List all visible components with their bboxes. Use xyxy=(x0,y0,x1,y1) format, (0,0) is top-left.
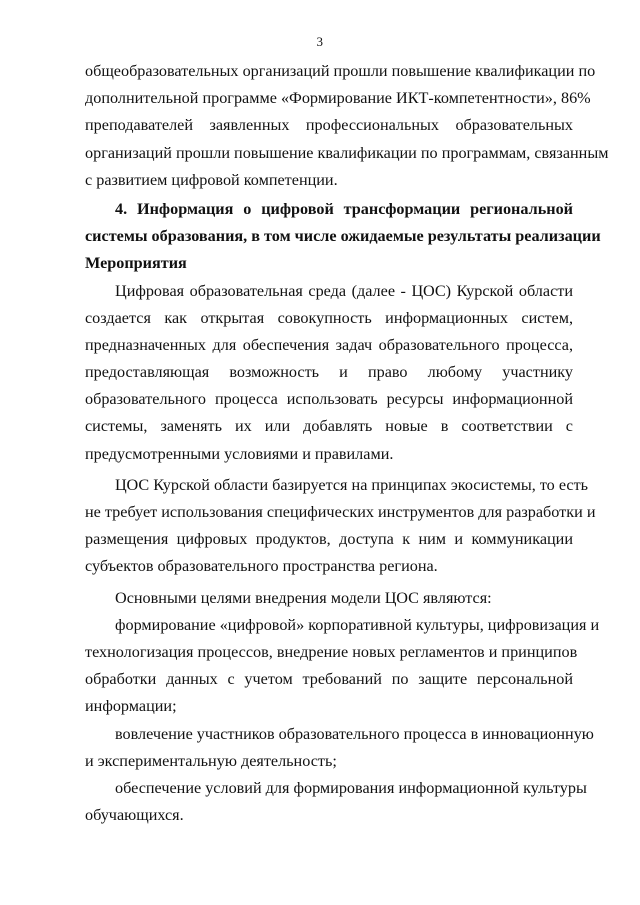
text-line: обеспечение условий для формирования информационной культуры xyxy=(115,778,587,797)
text-line: Цифровая образовательная среда (далее - ЦОС) Курской области xyxy=(115,281,573,300)
goal-item-1 xyxy=(85,612,600,721)
section-heading xyxy=(85,196,601,278)
goal-item-3 xyxy=(85,775,587,829)
paragraph-ecosystem xyxy=(85,472,596,581)
goals-intro xyxy=(85,585,573,612)
text-line: не требует использования специфических инструментов для разработки и xyxy=(85,503,596,521)
text-line: предоставляющая возможность и право любому участнику xyxy=(85,363,573,382)
heading-line: системы образования, в том числе ожидаемые результаты реализации xyxy=(85,227,601,246)
text-line: обучающихся. xyxy=(85,806,184,825)
text-line: образовательного процесса использовать ресурсы информационной xyxy=(85,390,573,409)
intro-paragraph xyxy=(85,58,609,194)
text-line: обработки данных с учетом требований по защите персональной xyxy=(85,670,573,689)
text-line: создается как открытая совокупность информационных систем, xyxy=(85,308,573,327)
text-line: общеобразовательных организаций прошли повышение квалификации по xyxy=(85,62,596,80)
text-line: дополнительной программе «Формирование ИКТ-компетентности», 86% xyxy=(85,89,591,108)
text-line: с развитием цифровой компетенции. xyxy=(85,170,338,189)
paragraph-cos-definition xyxy=(85,278,573,468)
text-line: преподавателей заявленных профессиональных образовательных xyxy=(85,116,573,135)
text-line: информации; xyxy=(85,697,177,716)
text-line: предусмотренными условиями и правилами. xyxy=(85,444,394,463)
text-line: вовлечение участников образовательного процесса в инновационную xyxy=(115,724,594,743)
goal-item-2 xyxy=(85,721,594,775)
text-line: организаций прошли повышение квалификации по программам, связанным xyxy=(85,143,609,162)
text-line: предназначенных для обеспечения задач образовательного процесса, xyxy=(85,335,573,354)
text-line: субъектов образовательного пространства региона. xyxy=(85,557,438,576)
text-line: формирование «цифровой» корпоративной культуры, цифровизация и xyxy=(115,615,600,634)
text-line: Основными целями внедрения модели ЦОС являются: xyxy=(115,588,492,607)
heading-line: Мероприятия xyxy=(85,254,187,273)
heading-line: 4. Информация о цифровой трансформации региональной xyxy=(115,199,573,218)
text-line: системы, заменять их или добавлять новые в соответствии с xyxy=(85,417,573,436)
text-line: ЦОС Курской области базируется на принципах экосистемы, то есть xyxy=(115,475,589,494)
text-line: размещения цифровых продуктов, доступа к ним и коммуникации xyxy=(85,530,573,549)
text-line: технологизация процессов, внедрение новых регламентов и принципов xyxy=(85,642,578,661)
page-content xyxy=(85,58,609,829)
page-number: 3 xyxy=(316,34,324,49)
text-line: и экспериментальную деятельность; xyxy=(85,751,337,770)
